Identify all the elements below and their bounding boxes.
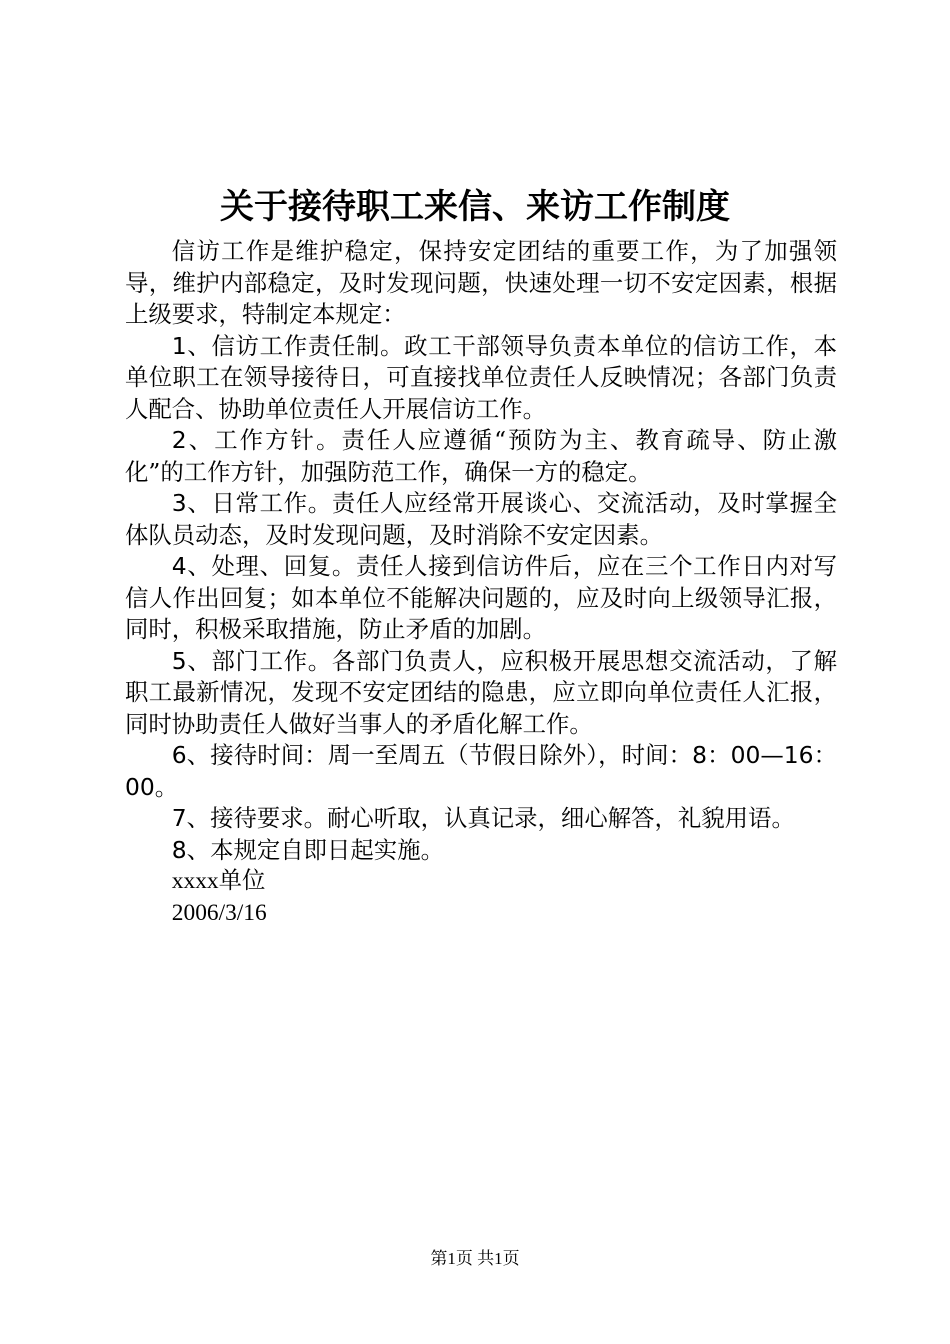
clause-5 bbox=[125, 646, 837, 741]
clause-7 bbox=[125, 803, 837, 835]
clause-7-heading: 7、接待要求。 bbox=[171, 804, 328, 832]
intro-paragraph: 信访工作是维护稳定，保持安定团结的重要工作，为了加强领导，维护内部稳定，及时发现问题，快速处理一切不安定因素，根据上级要求，特制定本规定： bbox=[125, 237, 837, 328]
clause-3-heading: 3、日常工作。 bbox=[171, 489, 332, 517]
clause-4 bbox=[125, 551, 837, 646]
signature-unit: xxxx单位 bbox=[171, 868, 266, 894]
clause-2-heading: 2、工作方针。 bbox=[171, 426, 342, 454]
clause-1-text: 政工干部领导负责本单位的信访工作，本单位职工在领导接待日，可直接找单位责任人反映情况；各部门负责人配合、协助单位责任人开展信访工作。 bbox=[125, 331, 838, 423]
clause-1-heading: 1、信访工作责任制。 bbox=[171, 331, 405, 360]
clause-2-text: 责任人应遵循“预防为主、教育疏导、防止激化”的工作方针，加强防范工作，确保一方的稳定。 bbox=[125, 426, 837, 486]
clause-6 bbox=[125, 740, 837, 803]
clause-8-heading: 8、本规定自即日起实施。 bbox=[171, 835, 444, 864]
signature-date: 2006/3/16 bbox=[171, 899, 267, 926]
document-title: 关于接待职工来信、来访工作制度 bbox=[220, 187, 730, 227]
clause-8 bbox=[125, 835, 837, 867]
clause-5-heading: 5、部门工作。 bbox=[171, 646, 332, 675]
clause-5-text: 各部门负责人，应积极开展思想交流活动，了解职工最新情况，发现不安定团结的隐患，应立即向单位责任人汇报，同时协助责任人做好当事人的矛盾化解工作。 bbox=[125, 646, 837, 738]
clause-4-text: 责任人接到信访件后，应在三个工作日内对写信人作出回复；如本单位不能解决问题的，应及时向上级领导汇报，同时，积极采取措施，防止矛盾的加剧。 bbox=[125, 552, 838, 643]
clause-3-text: 责任人应经常开展谈心、交流活动，及时掌握全体队员动态，及时发现问题，及时消除不安定因素。 bbox=[125, 489, 837, 549]
document-body bbox=[125, 236, 837, 929]
page-footer: 第1页 共1页 bbox=[430, 1249, 520, 1268]
clause-2 bbox=[125, 425, 837, 488]
clause-3 bbox=[125, 488, 837, 551]
clause-1 bbox=[125, 331, 837, 426]
clause-4-heading: 4、处理、回复。 bbox=[171, 552, 356, 580]
clause-7-text: 耐心听取，认真记录，细心解答，礼貌用语。 bbox=[327, 804, 795, 832]
clause-6-heading: 6、接待时间：周一至周五（节假日除外），时间：8：00—16：00。 bbox=[125, 741, 837, 801]
